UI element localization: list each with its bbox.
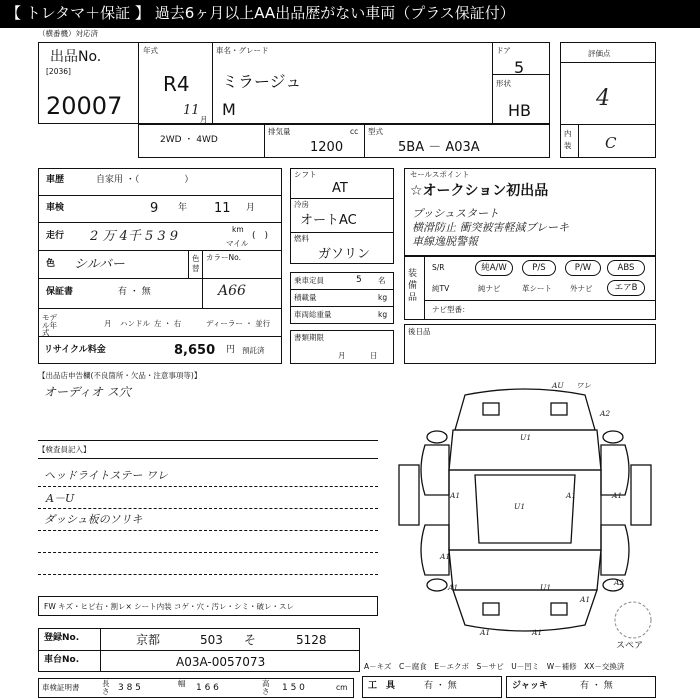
inspector-line-2: A－U	[46, 492, 75, 505]
history-value: 自家用 ・（ ）	[96, 175, 194, 185]
damage-mark: A1	[450, 491, 461, 500]
equip-pw: P/W	[565, 260, 601, 276]
body-type-label: 形状	[496, 79, 511, 88]
jack-value: 有 ・ 無	[580, 681, 613, 691]
registration-class: 503	[200, 633, 223, 647]
year-label: 年式	[143, 46, 158, 55]
color-code-value: A66	[218, 283, 246, 299]
doors-label: ドア	[496, 46, 511, 55]
dims-width: 1 6 6	[196, 683, 219, 693]
color-code-label: カラーNo.	[206, 253, 241, 262]
registration-kana: そ	[244, 633, 257, 647]
equip-airbag: エアB	[607, 280, 645, 296]
inspection-label: 車検	[46, 203, 65, 213]
shift-label: シフト	[294, 170, 317, 179]
dims-height: 1 5 0	[282, 683, 305, 693]
tools-value: 有 ・ 無	[424, 681, 457, 691]
chassis-label: 車台No.	[44, 655, 80, 665]
lot-tag: [2036]	[46, 67, 71, 76]
interior-label: 内装	[564, 129, 572, 150]
inspector-line-1: ヘッドライトステー ワレ	[44, 469, 168, 482]
sales-line-1: プッシュスタート	[412, 207, 500, 220]
damage-mark: A1	[612, 491, 623, 500]
mileage-label: 走行	[46, 231, 65, 241]
equip-ps: P/S	[522, 260, 556, 276]
model-year-label: モデル年式	[42, 313, 57, 337]
damage-mark: U1	[520, 433, 532, 442]
handle-value: 左 ・ 右	[154, 319, 182, 328]
damage-mark: A1	[532, 628, 543, 637]
shift-value: AT	[332, 181, 348, 196]
sales-line-3: 車線逸脱警報	[412, 235, 478, 248]
ac-value: オートAC	[300, 213, 357, 228]
spare-label: スペア	[616, 641, 644, 651]
damage-legend: A－キズ C－腐食 E－エクボ S－サビ U－凹ミ W－補修 XX－交換済	[364, 662, 625, 671]
displacement-label: 排気量	[268, 127, 291, 136]
corner-note: （横番機）対応済	[38, 29, 98, 38]
recycle-value: 8,650	[174, 343, 216, 358]
sales-line-2: 横滑防止 衝突被害軽減ブレーキ	[412, 221, 570, 234]
damage-mark: A1	[566, 491, 577, 500]
declaration-text: オーディオ ス穴	[44, 385, 131, 399]
body-type-value: HB	[508, 101, 532, 120]
drive-type: 2WD ・ 4WD	[160, 135, 218, 145]
registration-region: 京都	[136, 633, 161, 647]
damage-mark: A1	[480, 628, 491, 637]
recycle-label: リサイクル料金	[44, 345, 106, 355]
model-label: 車名・グレード	[216, 46, 269, 55]
capacity-value: 5	[356, 275, 362, 285]
damage-mark: AU	[552, 381, 564, 390]
mileage-value: 2 万 4千 5 3 9	[90, 229, 179, 244]
damage-mark: U1	[514, 502, 526, 511]
registration-label: 登録No.	[44, 633, 80, 643]
declaration-label: 【出品店申告欄(不良箇所・欠品・注意事項等)】	[38, 371, 202, 380]
lot-label: 出品No.	[50, 49, 102, 65]
displacement-value: 1200	[310, 140, 344, 155]
color-value: シルバー	[74, 257, 125, 272]
equip-abs: ABS	[607, 260, 645, 276]
damage-mark: A2	[614, 578, 625, 587]
damage-mark: A1	[448, 583, 459, 592]
lot-number: 20007	[46, 92, 123, 120]
model-grade: M	[222, 100, 236, 119]
ac-label: 冷房	[294, 200, 309, 209]
header-banner	[0, 0, 700, 28]
model-code-label: 型式	[368, 127, 383, 136]
model-code-value: 5BA － A03A	[398, 140, 480, 155]
inspection-year: 9	[150, 201, 159, 216]
damage-mark: A1	[440, 552, 451, 561]
warranty-label: 保証書	[46, 287, 74, 297]
fuel-value: ガソリン	[318, 247, 371, 262]
year-month: 11	[183, 103, 200, 118]
damage-mark: U1	[540, 583, 552, 592]
damage-mark: A2	[600, 409, 611, 418]
registration-number: 5128	[296, 633, 327, 647]
banner-text: 【 トレタマ＋保証 】 過去6ヶ月以上AA出品歴がない車両（プラス保証付）	[6, 4, 515, 22]
damage-mark: A1	[580, 595, 591, 604]
color-label: 色	[46, 259, 56, 269]
equip-alloy: 純A/W	[475, 260, 513, 276]
inspection-month: 11	[214, 201, 231, 216]
color-change-label: 色替	[192, 254, 200, 273]
chassis-value: A03A-0057073	[176, 655, 266, 669]
interior-value: C	[605, 134, 617, 152]
year-value: R4	[163, 72, 190, 96]
damage-mark: ワレ	[576, 381, 591, 390]
model-name: ミラージュ	[222, 72, 302, 91]
score-value: 4	[596, 86, 610, 111]
history-label: 車歴	[46, 175, 65, 185]
warranty-value: 有 ・ 無	[118, 287, 151, 297]
fuel-label: 燃料	[294, 234, 309, 243]
doors-value: 5	[514, 58, 525, 77]
score-label: 評価点	[588, 49, 611, 58]
inspector-label: 【検査員記入】	[38, 445, 91, 454]
dims-length: 3 8 5	[118, 683, 141, 693]
inspector-line-3: ダッシュ板のソリキ	[44, 513, 143, 526]
registrant-box	[404, 324, 656, 364]
sales-headline: ☆オークション初出品	[410, 183, 549, 199]
dealer-value: ディーラー ・ 並行	[206, 319, 271, 328]
